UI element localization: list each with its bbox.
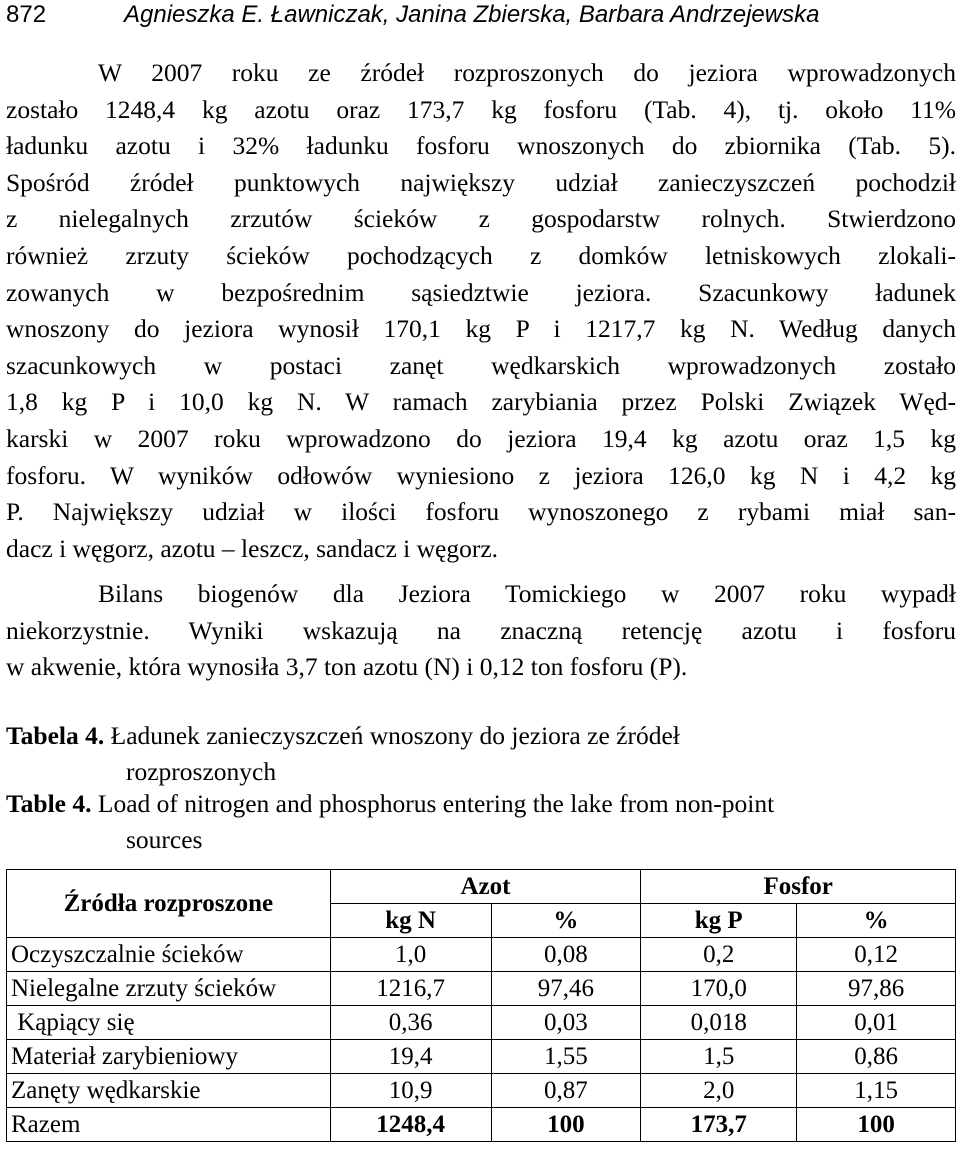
text-line: w akwenie, która wynosiła 3,7 ton azotu (N) i 0,12 ton fosforu (P). (6, 652, 688, 682)
percent-n-cell: 0,08 (491, 938, 641, 972)
text-line: z nielegalnych zrzutów ścieków z gospodarstw rolnych. Stwierdzono (6, 204, 956, 234)
pollution-load-table (6, 869, 956, 1142)
percent-n-cell: 97,46 (491, 972, 641, 1006)
percent-p-cell: 1,15 (797, 1074, 956, 1108)
text-line: 1,8 kg P i 10,0 kg N. W ramach zarybiania przez Polski Związek Węd- (6, 387, 956, 417)
header-nitrogen: Azot (330, 870, 641, 904)
table-caption-polish (6, 718, 956, 790)
percent-p-cell: 0,01 (797, 1006, 956, 1040)
caption-text: Ładunek zanieczyszczeń wnoszony do jeziora ze źródeł (104, 721, 680, 750)
kg-n-cell: 0,36 (330, 1006, 491, 1040)
kg-n-cell: 19,4 (330, 1040, 491, 1074)
caption-text-continued: rozproszonych (126, 757, 277, 786)
caption-text-continued: sources (126, 825, 203, 854)
total-label-cell: Razem (7, 1108, 331, 1142)
page-header (6, 0, 956, 34)
table-total-row (7, 1108, 956, 1142)
header-sources: Źródła rozproszone (7, 870, 331, 938)
source-cell: Materiał zarybieniowy (7, 1040, 331, 1074)
total-kg-p-cell: 173,7 (641, 1108, 797, 1142)
caption-label: Tabela 4. (6, 721, 105, 750)
body-paragraph-2 (6, 576, 956, 686)
percent-p-cell: 0,86 (797, 1040, 956, 1074)
text-line: dacz i węgorz, azotu – leszcz, sandacz i węgorz. (6, 533, 499, 563)
source-cell: Oczyszczalnie ścieków (7, 938, 331, 972)
page-number: 872 (6, 1, 47, 28)
table-row (7, 972, 956, 1006)
text-line: Spośród źródeł punktowych największy udział zanieczyszczeń pochodził (6, 167, 956, 197)
text-line: Bilans biogenów dla Jeziora Tomickiego w 2007 roku wypadł (98, 579, 956, 608)
header-percent-p: % (797, 904, 956, 938)
total-percent-n-cell: 100 (491, 1108, 641, 1142)
kg-n-cell: 1216,7 (330, 972, 491, 1006)
header-kg-p: kg P (641, 904, 797, 938)
text-line: zowanych w bezpośrednim sąsiedztwie jeziora. Szacunkowy ładunek (6, 277, 956, 307)
text-line: karski w 2007 roku wprowadzono do jeziora 19,4 kg azotu oraz 1,5 kg (6, 423, 956, 453)
source-cell: Kąpiący się (7, 1006, 331, 1040)
percent-n-cell: 0,87 (491, 1074, 641, 1108)
table-row (7, 1006, 956, 1040)
caption-text: Load of nitrogen and phosphorus entering the lake from non-point (91, 789, 775, 818)
percent-n-cell: 0,03 (491, 1006, 641, 1040)
table-row (7, 938, 956, 972)
table-header-row (7, 870, 956, 904)
text-line: zostało 1248,4 kg azotu oraz 173,7 kg fosforu (Tab. 4), tj. około 11% (6, 94, 956, 124)
running-authors: Agnieszka E. Ławniczak, Janina Zbierska, Barbara Andrzejewska (124, 1, 820, 28)
text-line: również zrzuty ścieków pochodzących z domków letniskowych zlokali- (6, 240, 956, 270)
kg-n-cell: 10,9 (330, 1074, 491, 1108)
percent-n-cell: 1,55 (491, 1040, 641, 1074)
body-paragraph-1 (6, 55, 956, 567)
text-line: P. Największy udział w ilości fosforu wynoszonego z rybami miał san- (6, 497, 956, 527)
source-cell: Zanęty wędkarskie (7, 1074, 331, 1108)
table-row (7, 1074, 956, 1108)
text-line: fosforu. W wyników odłowów wyniesiono z jeziora 126,0 kg N i 4,2 kg (6, 460, 956, 490)
text-line: W 2007 roku ze źródeł rozproszonych do jeziora wprowadzonych (98, 58, 956, 87)
text-line: wnoszony do jeziora wynosił 170,1 kg P i 1217,7 kg N. Według danych (6, 314, 956, 344)
kg-p-cell: 0,2 (641, 938, 797, 972)
text-line: szacunkowych w postaci zanęt wędkarskich wprowadzonych zostało (6, 350, 956, 380)
total-percent-p-cell: 100 (797, 1108, 956, 1142)
kg-p-cell: 0,018 (641, 1006, 797, 1040)
table-row (7, 1040, 956, 1074)
header-phosphorus: Fosfor (641, 870, 956, 904)
header-kg-n: kg N (330, 904, 491, 938)
kg-p-cell: 2,0 (641, 1074, 797, 1108)
caption-label: Table 4. (6, 789, 92, 818)
percent-p-cell: 0,12 (797, 938, 956, 972)
table-caption-english (6, 786, 956, 858)
text-line: niekorzystnie. Wyniki wskazują na znaczną retencję azotu i fosforu (6, 615, 956, 645)
percent-p-cell: 97,86 (797, 972, 956, 1006)
kg-n-cell: 1,0 (330, 938, 491, 972)
kg-p-cell: 1,5 (641, 1040, 797, 1074)
header-percent-n: % (491, 904, 641, 938)
source-cell: Nielegalne zrzuty ścieków (7, 972, 331, 1006)
text-line: ładunku azotu i 32% ładunku fosforu wnoszonych do zbiornika (Tab. 5). (6, 131, 956, 161)
total-kg-n-cell: 1248,4 (330, 1108, 491, 1142)
kg-p-cell: 170,0 (641, 972, 797, 1006)
